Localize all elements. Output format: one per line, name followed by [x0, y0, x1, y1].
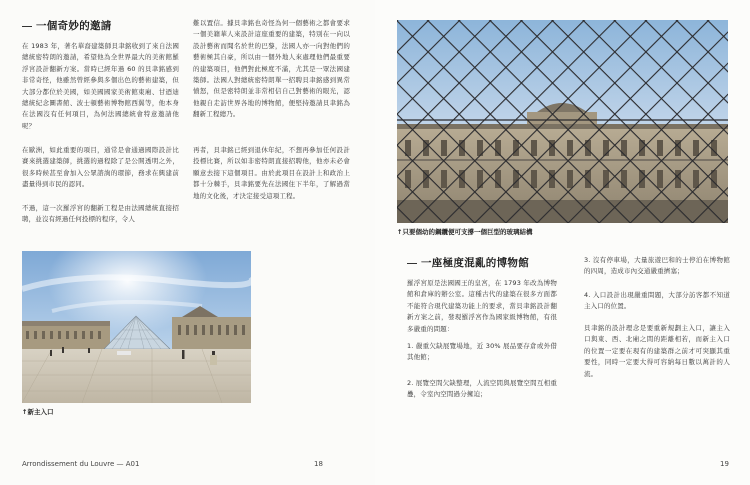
section-heading [22, 18, 112, 33]
body-paragraph: 在歐洲，如此重要的項目，通常是會通過國際設計比賽來挑選建築師，挑選的過程除了是公開透明之外，很多時候甚至會加入公眾諮詢的環節，務求在興建前盡量得到市民的認同。 [22, 146, 179, 189]
photo-caption: ↑新主入口 [22, 408, 54, 416]
page-number: 18 [314, 460, 323, 468]
page-number: 19 [720, 460, 729, 468]
heading-rule [22, 26, 32, 27]
heading-rule [407, 263, 417, 264]
louvre-courtyard-photo [22, 251, 251, 403]
section-heading [407, 255, 529, 270]
pyramid-interior-photo [397, 20, 728, 223]
section-heading-text: 一座極度混亂的博物館 [421, 257, 529, 269]
body-paragraph: 難以置信。據貝聿銘也奇怪為何一個藝術之都會要求一個美籍華人來設計這座重要的建築，特別在一向以設計藝術而聞名於世的巴黎，法國人亦一向對他們的藝術極其自豪，所以由一個外地人來處理他們最重要的建築項目，他們對此極度不滿，尤其是一眾法國建築師。法國人對總統密特朗單一招聘貝聿銘感到異常憤怒，但是密特朗並非常相信自己對藝術的眼光，認他親自走訪世界各地的博物館，便堅持邀請貝聿銘為翻新工程總乃。 [193, 19, 350, 119]
body-paragraph: 不過，這一次羅浮宮的翻新工程是由法國總統直接招聘，並沒有經過任何投標的程序，令人 [22, 204, 179, 224]
running-footer-title: Arrondissement du Louvre — A01 [22, 460, 140, 468]
body-paragraph: 在 1983 年，著名華裔建築師貝聿銘收到了來自法國總統密特朗的邀請，希望他為全世界最大的美術館羅浮宮設計翻新方案。當時已經年過 60 的貝聿銘感到非常奇怪，他雖然曾經參與多個出色的藝術建築，但大部分都位於美國，如美國國家美術館東廂、甘迺迪總統紀念圖書館、波士頓藝術博物館西翼等，他本身在法國沒有任何項目，為何法國總統會特意邀請他呢？ [22, 42, 179, 130]
photo-caption: ↑只要個幼的鋼纜便可支撐一個巨型的玻璃結構 [397, 228, 533, 236]
right-page [375, 0, 750, 485]
body-paragraph: 貝聿銘的設計理念是要重新規劃主入口，讓主入口與東、西、北廂之間的距離相若，而新主入口的位置一定要在現有的建築群之前才可突顯其重要性，同時一定要大得可容納每日數以萬計的人流。 [584, 324, 730, 378]
body-paragraph: 再者，貝聿銘已經到退休年紀，不想再參加任何設計投標比賽，所以如非密特朗直接招聘他，他亦未必會願意去接下這個項目。由於此項目在設計上和政治上都十分棘手，貝聿銘要先在法國住下半年，了解過當地的文化後，才決定接受這項工程。 [193, 146, 350, 200]
body-paragraph: 羅浮宮原是法國國王的皇宮，在 1793 年改為博物館和倉庫的辦公室。這種古代的建築在很多方面都不能符合現代建築功能上的要求，當貝聿銘設計翻新方案之前，發現羅浮宮作為國家級博物館，有很多嚴重的問題： [407, 279, 557, 333]
list-item: 2. 展覽空間欠缺整理，人流空間與展覽空間互相重疊，令室內空間過分擁迫； [407, 379, 557, 399]
list-item: 4. 入口設計出現嚴重問題，大部分訪客都不知道主入口的位置。 [584, 291, 730, 311]
list-item: 1. 嚴重欠缺展覽場地，近 30% 展品要存倉或外借其他館； [407, 342, 557, 362]
section-heading-text: 一個奇妙的邀請 [36, 20, 112, 32]
list-item: 3. 沒有停車場，大量旅遊巴和的士停泊在博物館的四周，造成市內交通嚴重擠塞； [584, 256, 730, 276]
